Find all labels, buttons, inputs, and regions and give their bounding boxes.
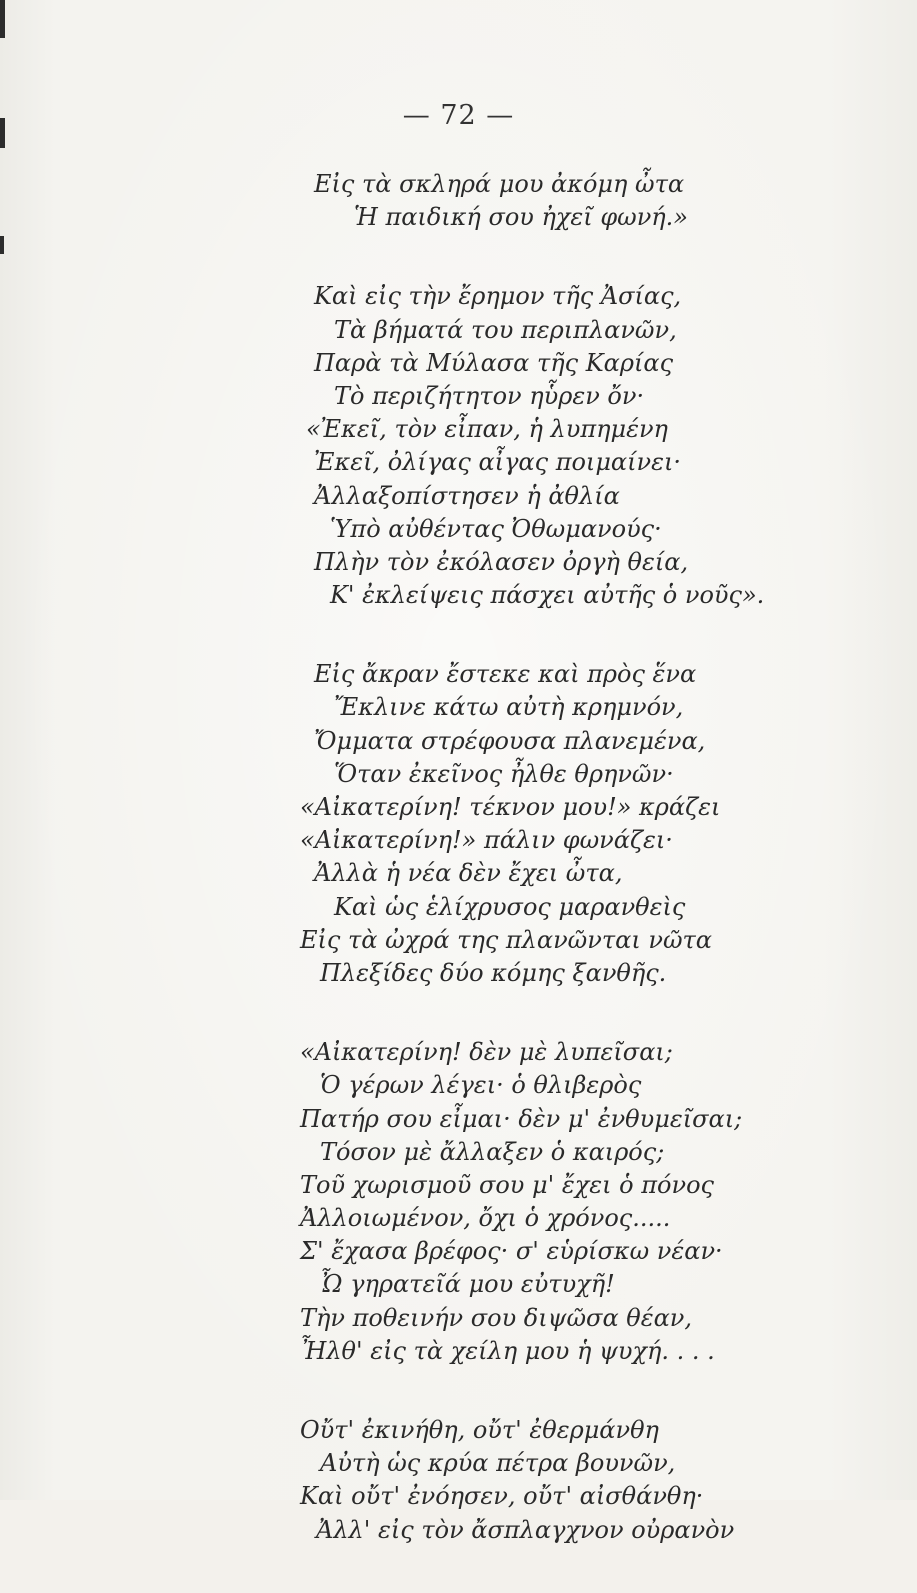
verse-line: Τὰ βήματά του περιπλανῶν, bbox=[334, 315, 677, 344]
verse-line: Ἀλλοιωμένον, ὄχι ὁ χρόνος..... bbox=[300, 1204, 671, 1233]
verse-line: Ἀλλὰ ἡ νέα δὲν ἔχει ὦτα, bbox=[314, 859, 623, 888]
verse-line: Ὑπὸ αὐθέντας Ὀθωμανούς· bbox=[330, 514, 662, 543]
verse-line: «Αἰκατερίνη!» πάλιν φωνάζει· bbox=[300, 826, 673, 855]
verse-line: Ἔκλινε κάτω αὐτὴ κρημνόν, bbox=[334, 693, 684, 722]
verse-line: Ἡ παιδική σου ἠχεῖ φωνή.» bbox=[354, 203, 688, 232]
stanza bbox=[0, 1414, 917, 1547]
verse-line: Αὐτὴ ὡς κρύα πέτρα βουνῶν, bbox=[320, 1449, 676, 1478]
verse-line: Ὁ γέρων λέγει· ὁ θλιβερὸς bbox=[320, 1071, 642, 1100]
stanza bbox=[0, 1036, 917, 1368]
verse-line: Εἰς ἄκραν ἔστεκε καὶ πρὸς ἕνα bbox=[314, 660, 697, 689]
verse-line: Εἰς τὰ ὠχρά της πλανῶνται νῶτα bbox=[300, 925, 713, 954]
verse-line: Καὶ ὡς ἑλίχρυσος μαρανθεὶς bbox=[334, 892, 686, 921]
verse-line: Ἦλθ' εἰς τὰ χείλη μου ἡ ψυχή. . . . bbox=[300, 1336, 715, 1365]
verse-line: Τὸ περιζήτητον ηὗρεν ὄν· bbox=[334, 381, 645, 410]
stanza bbox=[0, 658, 917, 990]
verse-line: Ἐκεῖ, ὀλίγας αἶγας ποιμαίνει· bbox=[314, 448, 682, 477]
verse-line: Καὶ εἰς τὴν ἔρημον τῆς Ἀσίας, bbox=[314, 282, 682, 311]
poem-text bbox=[0, 168, 917, 1593]
verse-line: «Ἐκεῖ, τὸν εἶπαν, ἡ λυπημένη bbox=[306, 415, 668, 444]
verse-line: Οὔτ' ἐκινήθη, οὔτ' ἐθερμάνθη bbox=[300, 1416, 659, 1444]
verse-line: Παρὰ τὰ Μύλασα τῆς Καρίας bbox=[314, 348, 674, 377]
verse-line: Ὄμματα στρέφουσα πλανεμένα, bbox=[314, 726, 706, 755]
verse-line: «Αἰκατερίνη! δὲν μὲ λυπεῖσαι; bbox=[300, 1038, 673, 1067]
stanza bbox=[0, 168, 917, 234]
stanza bbox=[0, 280, 917, 612]
verse-line: Τὴν ποθεινήν σου διψῶσα θέαν, bbox=[300, 1303, 693, 1332]
verse-line: Εἰς τὰ σκληρά μου ἀκόμη ὦτα bbox=[314, 170, 685, 198]
verse-line: Σ' ἔχασα βρέφος· σ' εὑρίσκω νέαν· bbox=[300, 1237, 723, 1266]
verse-line: Καὶ οὔτ' ἐνόησεν, οὔτ' αἰσθάνθη· bbox=[300, 1482, 704, 1511]
verse-line: Τοῦ χωρισμοῦ σου μ' ἔχει ὁ πόνος bbox=[300, 1170, 714, 1199]
verse-line: Ὦ γηρατεῖά μου εὐτυχῆ! bbox=[320, 1270, 615, 1299]
verse-line: «Αἰκατερίνη! τέκνον μου!» κράζει bbox=[300, 793, 721, 821]
verse-line: Πλὴν τὸν ἐκόλασεν ὀργὴ θεία, bbox=[314, 547, 689, 576]
verse-line: Πλεξίδες δύο κόμης ξανθῆς. bbox=[320, 958, 667, 987]
verse-line: Κ' ἐκλείψεις πάσχει αὐτῆς ὁ νοῦς». bbox=[330, 581, 765, 610]
verse-line: Ἀλλ' εἰς τὸν ἄσπλαγχνον οὐρανὸν bbox=[316, 1515, 735, 1544]
verse-line: Ὅταν ἐκεῖνος ἦλθε θρηνῶν· bbox=[334, 759, 674, 788]
verse-line: Πατήρ σου εἶμαι· δὲν μ' ἐνθυμεῖσαι; bbox=[300, 1104, 743, 1133]
verse-line: Τόσον μὲ ἄλλαξεν ὁ καιρός; bbox=[320, 1137, 665, 1166]
page-number: — 72 — bbox=[402, 100, 515, 131]
verse-line: Ἀλλαξοπίστησεν ἡ ἀθλία bbox=[314, 481, 620, 510]
page-edge-mark bbox=[0, 0, 5, 38]
